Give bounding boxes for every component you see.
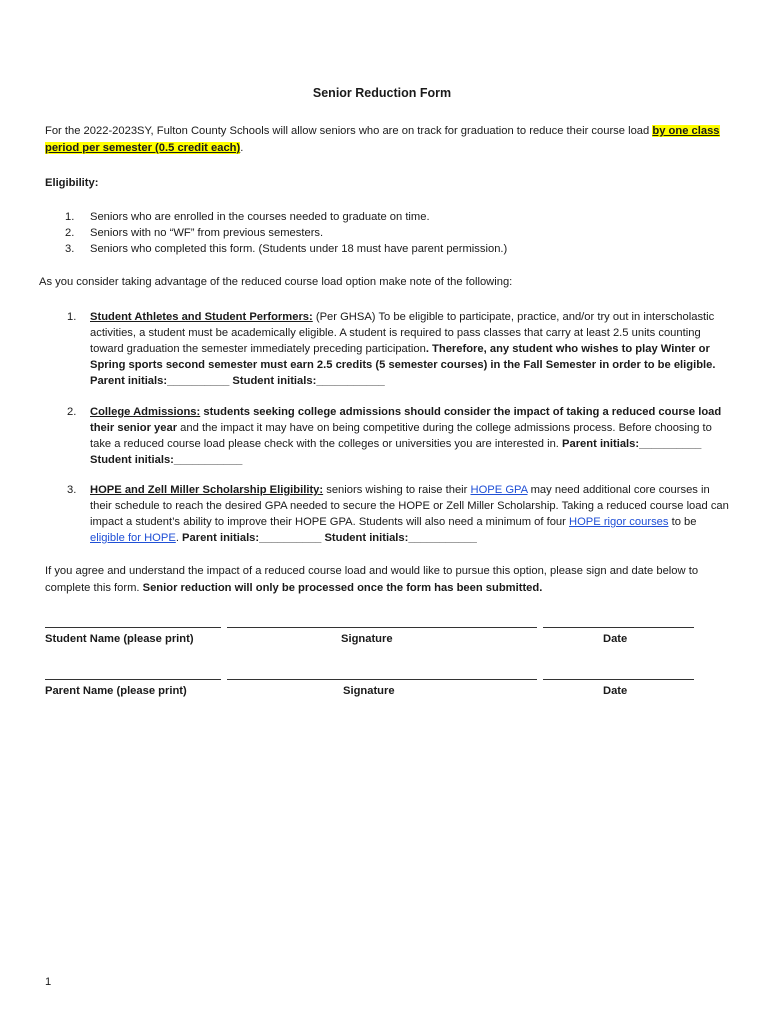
- agreement-bold-text: Senior reduction will only be processed once the form has been submitted.: [142, 582, 543, 594]
- intro-paragraph: [45, 123, 725, 157]
- note-text: (Per GHSA) To be eligible to participate, practice, and/or try out in interscholastic activities, a student must be academically eligible. A student is required to pass classes that carry at least 2.5 units counting toward graduation the semester immediately preceding participation: [90, 311, 715, 355]
- page-title: Senior Reduction Form: [312, 86, 452, 100]
- list-number: 1.: [67, 311, 77, 323]
- student-signature-line[interactable]: [227, 627, 537, 628]
- note-item-hope: [67, 482, 732, 546]
- list-number: 3.: [67, 484, 77, 496]
- note-intro: As you consider taking advantage of the reduced course load option make note of the following:: [39, 276, 513, 288]
- list-item: [65, 209, 705, 225]
- student-signature-label: Signature: [341, 633, 393, 645]
- note-item-college: [67, 404, 732, 468]
- eligibility-list: [65, 209, 705, 258]
- parent-date-line[interactable]: [543, 679, 694, 680]
- student-date-label: Date: [603, 633, 628, 645]
- list-text: Seniors with no “WF” from previous semesters.: [90, 227, 324, 240]
- hope-rigor-courses-link[interactable]: HOPE rigor courses: [569, 516, 669, 528]
- list-text: Seniors who are enrolled in the courses needed to graduate on time.: [90, 211, 430, 223]
- agreement-text: If you agree and understand the impact of a reduced course load and would like to pursue this option, please sign and date below to complete this form.: [45, 565, 699, 594]
- note-text: and the impact it may have on being competitive during the college admissions process. Before choosing to take a reduced course load please check with the colleges or universities you are interested in.: [90, 422, 712, 450]
- parent-name-line[interactable]: [45, 679, 221, 680]
- note-body: [90, 404, 732, 468]
- list-item: [65, 241, 705, 257]
- note-initials: Parent initials:__________ Student initials:___________: [90, 438, 702, 466]
- note-bold-text: students seeking college admissions should consider the impact of taking a reduced course load their senior year: [90, 406, 722, 434]
- student-name-label: Student Name (please print): [45, 633, 194, 645]
- hope-gpa-link[interactable]: HOPE GPA: [470, 484, 528, 496]
- eligibility-heading: Eligibility:: [45, 177, 99, 189]
- list-item: [65, 225, 705, 241]
- note-body: [90, 482, 732, 546]
- note-text: to be: [668, 516, 697, 528]
- note-text: seniors wishing to raise their: [323, 484, 471, 496]
- list-number: 2.: [65, 227, 75, 240]
- note-heading: College Admissions:: [90, 406, 201, 418]
- parent-signature-label: Signature: [343, 685, 395, 697]
- list-number: 1.: [65, 211, 75, 223]
- note-text: may need additional core courses in their schedule to reach the desired GPA needed to secure the HOPE or Zell Miller Scholarship. Taking a reduced course load can impact a student’s ability to improve their HOPE GPA. Students will also need a minimum of four: [90, 484, 729, 528]
- intro-end: .: [240, 142, 244, 154]
- note-heading: Student Athletes and Student Performers:: [90, 311, 313, 323]
- intro-text: For the 2022-2023SY, Fulton County Schools will allow seniors who are on track for graduation to reduce their course load: [45, 125, 653, 137]
- note-body: [90, 309, 732, 389]
- list-number: 3.: [65, 243, 75, 256]
- parent-signature-line[interactable]: [227, 679, 537, 680]
- student-date-line[interactable]: [543, 627, 694, 628]
- student-name-line[interactable]: [45, 627, 221, 628]
- note-heading: HOPE and Zell Miller Scholarship Eligibility:: [90, 484, 324, 496]
- parent-name-label: Parent Name (please print): [45, 685, 187, 697]
- list-text: Seniors who completed this form. (Students under 18 must have parent permission.): [90, 243, 508, 256]
- agreement-paragraph: [45, 563, 735, 597]
- eligible-for-hope-link[interactable]: eligible for HOPE: [90, 532, 176, 544]
- intro-highlight: by one class period per semester (0.5 credit each): [45, 125, 720, 154]
- note-text: .: [175, 532, 183, 544]
- note-bold-text: . Therefore, any student who wishes to play Winter or Spring sports second semester must earn 2.5 credits (5 semester courses) in the Fall Semester in order to be eligible. Parent initials:__________ Student initials:___________: [90, 343, 716, 387]
- note-item-athletes: [67, 309, 732, 389]
- list-number: 2.: [67, 406, 77, 418]
- note-initials: Parent initials:__________ Student initials:___________: [182, 532, 477, 544]
- parent-date-label: Date: [603, 685, 628, 697]
- page-number: 1: [45, 976, 52, 988]
